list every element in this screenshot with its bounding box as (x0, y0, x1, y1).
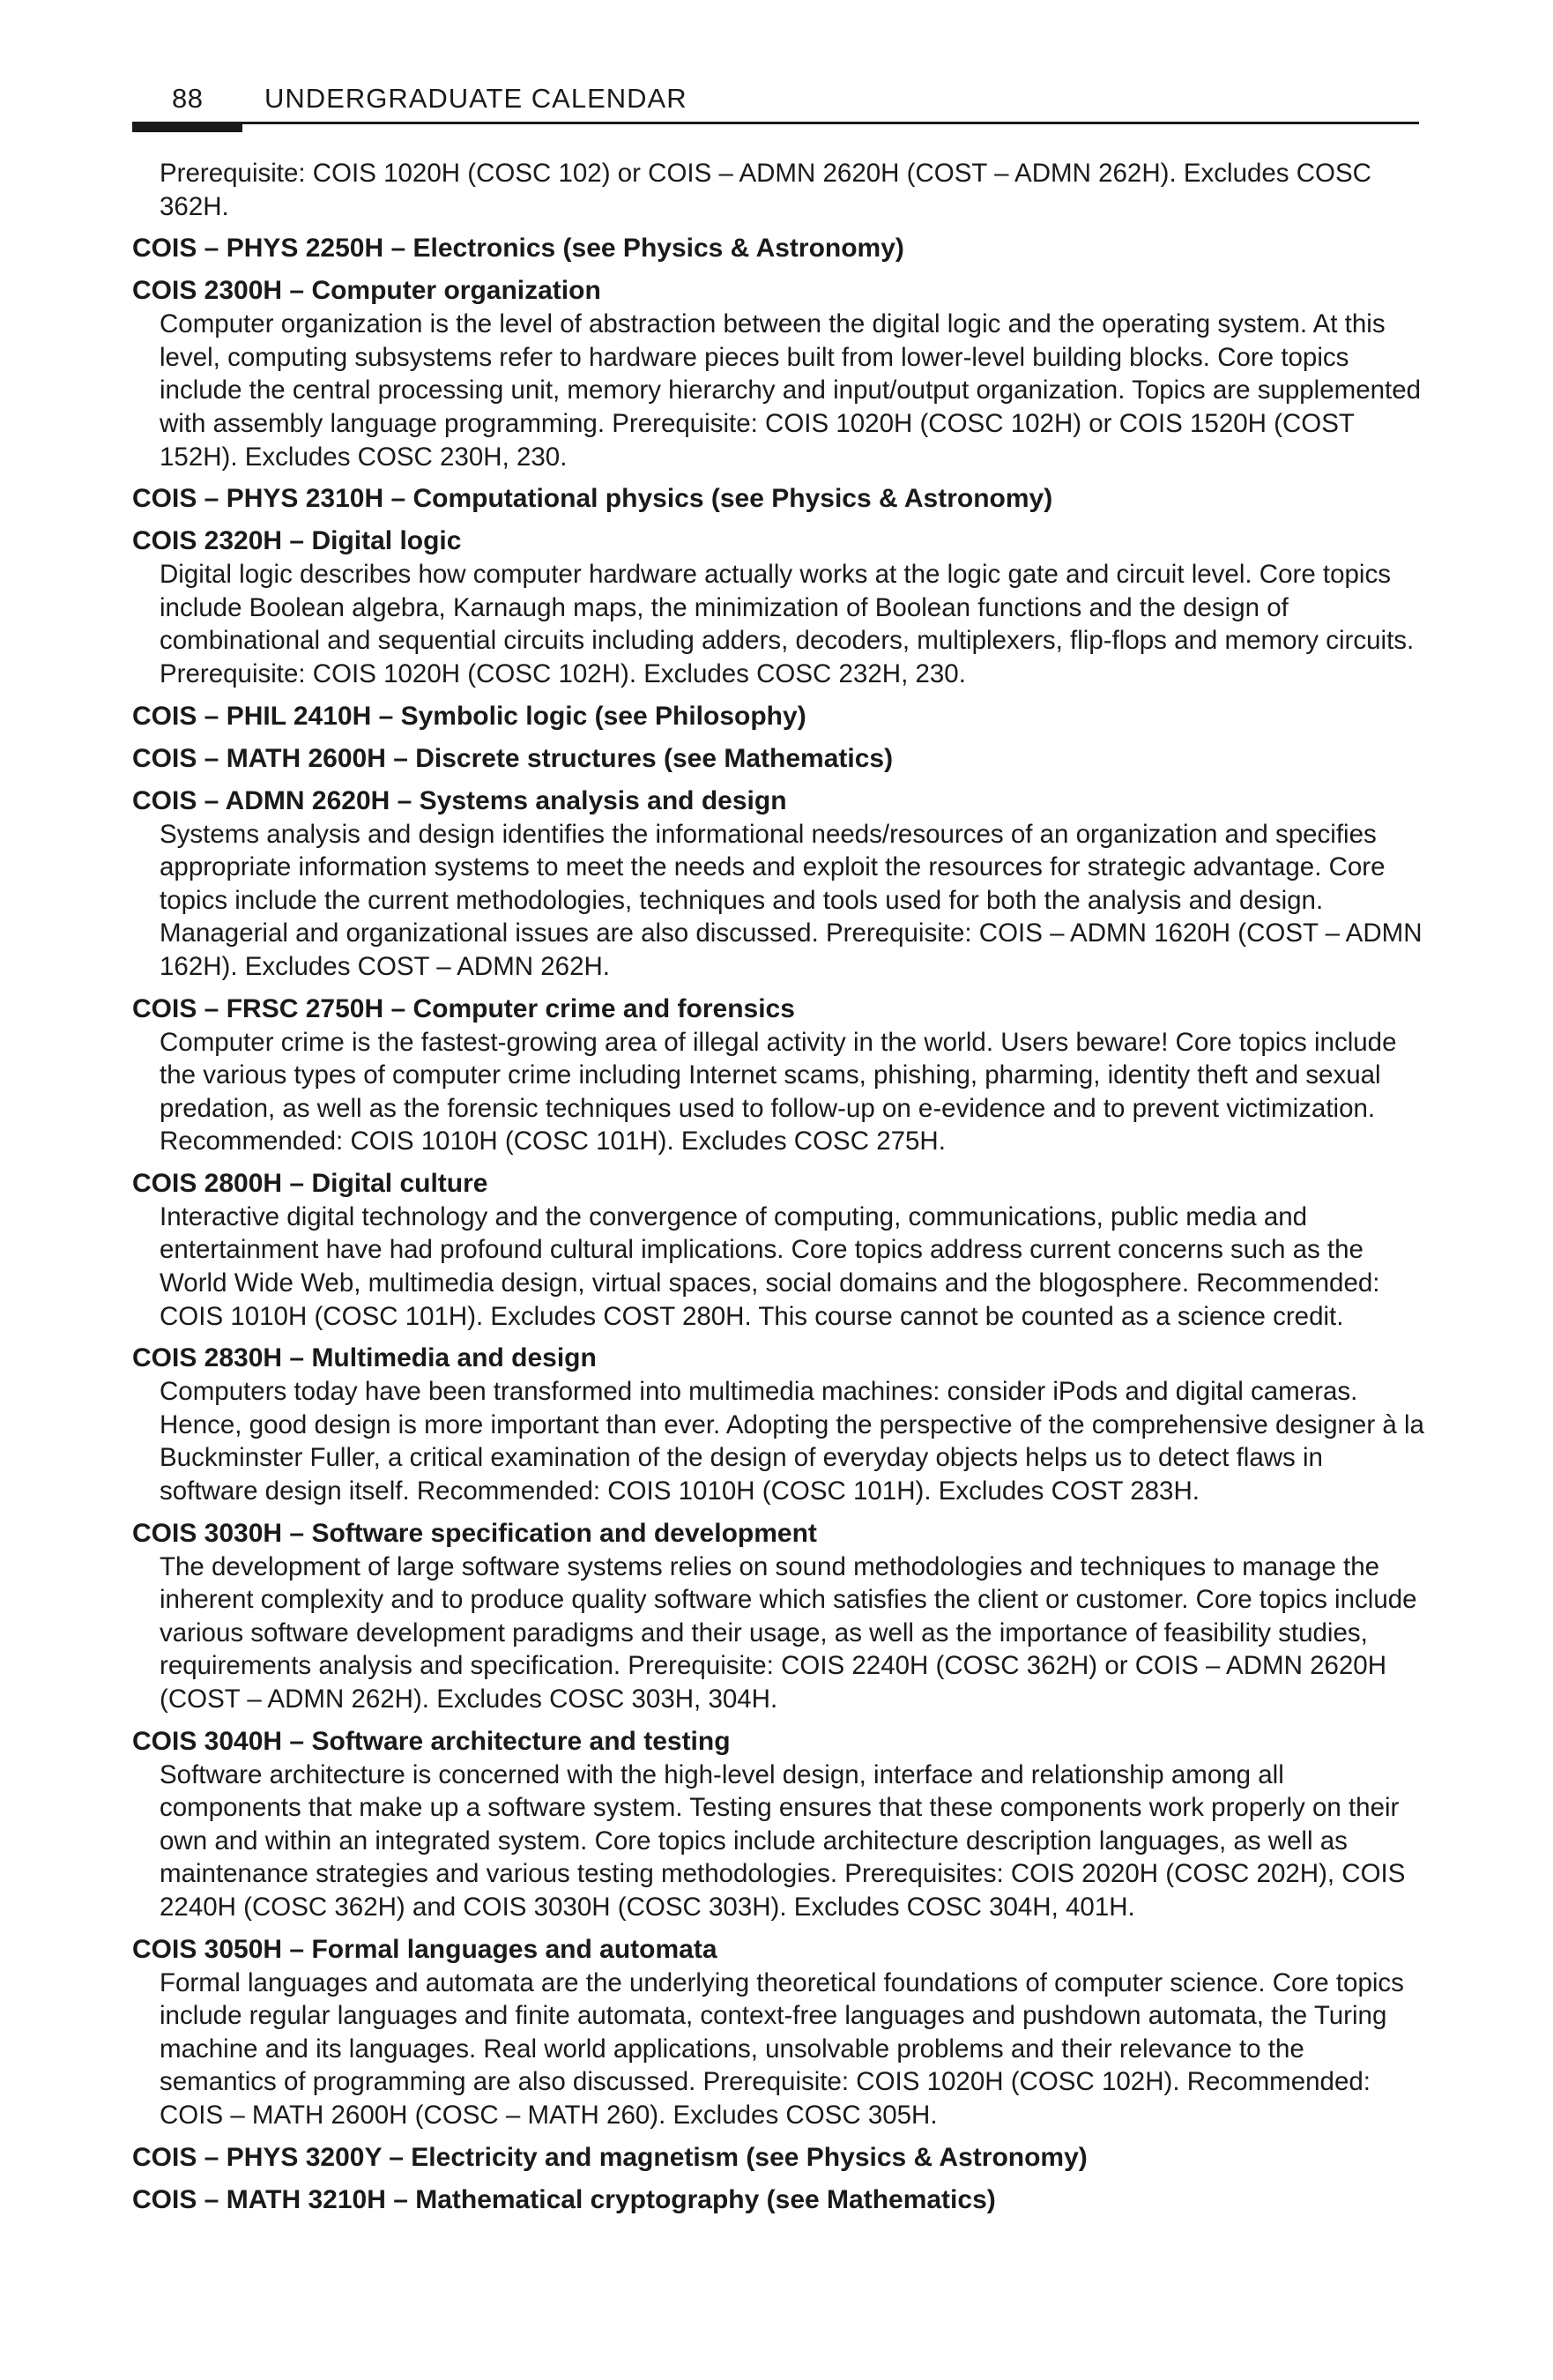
course-description: Software architecture is concerned with the high-level design, interface and relationship among all components that make up a software system. Testing ensures that these components work properly on their own and within an integrated system. Core topics include architecture description languages, as well as maintenance strategies and various testing methodologies. Prerequisites: COIS 2020H (COSC 202H), COIS 2240H (COSC 362H) and COIS 3030H (COSC 303H). Excludes COSC 304H, 401H. (160, 1759, 1406, 1922)
course-entry (132, 742, 1428, 776)
course-title: COIS – MATH 2600H – Discrete structures (see Mathematics) (132, 743, 894, 773)
course-entry (132, 2141, 1428, 2175)
course-description: Systems analysis and design identifies the informational needs/resources of an organization and specifies appropriate information systems to meet the needs and exploit the resources for strategic advantage. Core topics include the current methodologies, techniques and tools used for both the analysis and design. Managerial and organizational issues are also discussed. Prerequisite: COIS – ADMN 1620H (COST – ADMN 162H). Excludes COST – ADMN 262H. (160, 819, 1423, 981)
course-title: COIS 2830H – Multimedia and design (132, 1343, 597, 1373)
course-title: COIS 3040H – Software architecture and testing (132, 1726, 731, 1756)
course-entry (132, 1342, 1428, 1507)
course-title: COIS 2300H – Computer organization (132, 276, 601, 306)
course-description: Computer organization is the level of abstraction between the digital logic and the operating system. At this level, computing subsystems refer to hardware pieces built from lower-level building blocks. Core topics include the central processing unit, memory hierarchy and input/output organization. Topics are supplemented with assembly language programming. Prerequisite: COIS 1020H (COSC 102H) or COIS 1520H (COST 152H). Excludes COSC 230H, 230. (160, 309, 1422, 472)
course-title: COIS – MATH 3210H – Mathematical cryptography (see Mathematics) (132, 2184, 996, 2214)
course-entry (132, 274, 1428, 473)
course-description: The development of large software systems relies on sound methodologies and techniques to manage the inherent complexity and to produce quality software which satisfies the client or customer. Core topics include various software development paradigms and their usage, as well as the importance of feasibility studies, requirements analysis and specification. Prerequisite: COIS 2240H (COSC 362H) or COIS – ADMN 2620H (COST – ADMN 262H). Excludes COSC 303H, 304H. (160, 1551, 1417, 1714)
course-title: COIS 2800H – Digital culture (132, 1168, 488, 1198)
course-entry (132, 1933, 1428, 2132)
running-header (132, 81, 1419, 125)
course-entry (132, 482, 1428, 516)
course-entry (132, 700, 1428, 733)
course-title: COIS – ADMN 2620H – Systems analysis and design (132, 785, 787, 815)
course-title: COIS 3030H – Software specification and development (132, 1518, 817, 1548)
course-title: COIS 2320H – Digital logic (132, 526, 462, 556)
course-title: COIS 3050H – Formal languages and automata (132, 1934, 717, 1964)
course-title: COIS – PHIL 2410H – Symbolic logic (see Philosophy) (132, 701, 806, 731)
course-entry (132, 1725, 1428, 1924)
course-title: COIS – PHYS 3200Y – Electricity and magnetism (see Physics & Astronomy) (132, 2142, 1088, 2172)
course-entry (132, 993, 1428, 1158)
course-entry (132, 1167, 1428, 1333)
course-title: COIS – FRSC 2750H – Computer crime and forensics (132, 993, 795, 1023)
header-rule-accent (132, 122, 242, 132)
course-description: Computer crime is the fastest-growing area of illegal activity in the world. Users beware! Core topics include the various types of computer crime including Internet scams, phishing, pharming, identity theft and sexual predation, as well as the forensic techniques used to follow-up on e-evidence and to prevent victimization. Recommended: COIS 1010H (COSC 101H). Excludes COSC 275H. (160, 1027, 1397, 1157)
course-description: Interactive digital technology and the convergence of computing, communications, public media and entertainment have had profound cultural implications. Core topics address current concerns such as the World Wide Web, multimedia design, virtual spaces, social domains and the blogosphere. Recommended: COIS 1010H (COSC 101H). Excludes COST 280H. This course cannot be counted as a science credit. (160, 1201, 1380, 1331)
course-description: Computers today have been transformed into multimedia machines: consider iPods and digital cameras. Hence, good design is more important than ever. Adopting the perspective of the comprehensive designer à la Buckminster Fuller, a critical examination of the design of everyday objects helps us to detect flaws in software design itself. Recommended: COIS 1010H (COSC 101H). Excludes COST 283H. (160, 1377, 1424, 1506)
course-description: Digital logic describes how computer hardware actually works at the logic gate and circuit level. Core topics include Boolean algebra, Karnaugh maps, the minimization of Boolean functions and the design of combinational and sequential circuits including adders, decoders, multiplexers, flip-flops and memory circuits. Prerequisite: COIS 1020H (COSC 102H). Excludes COSC 232H, 230. (160, 560, 1415, 688)
calendar-title: UNDERGRADUATE CALENDAR (264, 83, 687, 114)
page-number: 88 (172, 83, 204, 114)
course-entry (132, 1517, 1428, 1716)
course-title: COIS – PHYS 2250H – Electronics (see Physics & Astronomy) (132, 234, 904, 264)
course-entry (132, 2183, 1428, 2217)
course-listing (132, 157, 1428, 2226)
continued-prerequisite: Prerequisite: COIS 1020H (COSC 102) or COIS – ADMN 2620H (COST – ADMN 262H). Excludes COSC 362H. (160, 159, 1371, 221)
course-entry (132, 785, 1428, 984)
course-title: COIS – PHYS 2310H – Computational physics (see Physics & Astronomy) (132, 484, 1053, 514)
course-entry (132, 232, 1428, 265)
course-description: Formal languages and automata are the underlying theoretical foundations of computer science. Core topics include regular languages and finite automata, context-free languages and pushdown automata, the Turing machine and its languages. Real world applications, unsolvable problems and their relevance to the semantics of programming are also discussed. Prerequisite: COIS 1020H (COSC 102H). Recommended: COIS – MATH 2600H (COSC – MATH 260). Excludes COSC 305H. (160, 1967, 1404, 2130)
course-entry (132, 524, 1428, 690)
header-rule (132, 122, 1419, 124)
